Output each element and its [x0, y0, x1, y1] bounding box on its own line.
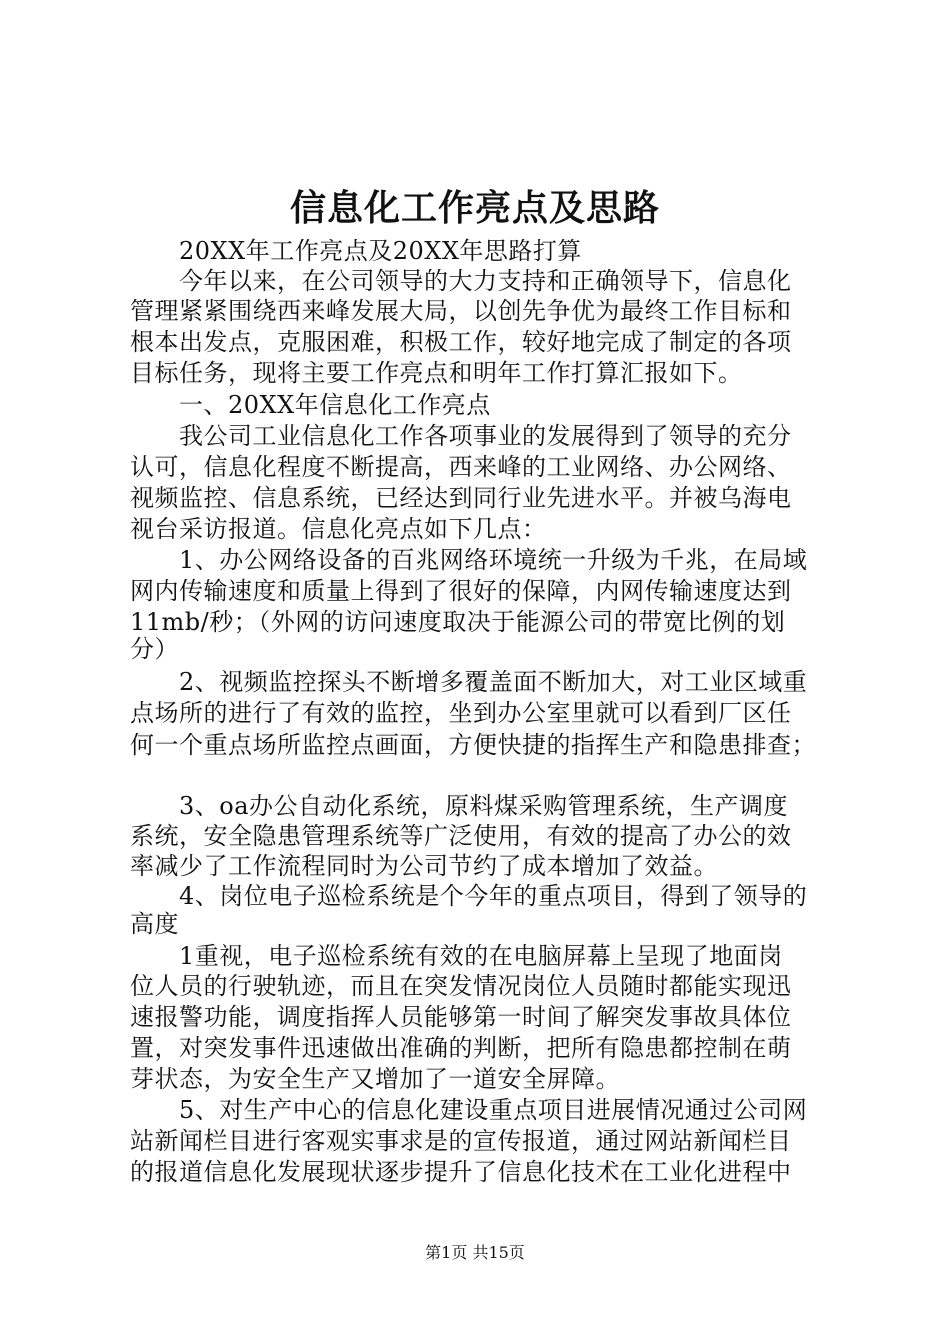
- body-line: 1重视，电子巡检系统有效的在电脑屏幕上呈现了地面岗: [130, 942, 783, 970]
- body-line: 今年以来，在公司领导的大力支持和正确领导下，信息化: [130, 267, 792, 295]
- body-line: 3、oa办公自动化系统，原料煤采购管理系统，生产调度: [130, 792, 789, 820]
- body-line: 站新闻栏目进行客观实事求是的宣传报道，通过网站新闻栏目: [130, 1127, 792, 1155]
- body-line: 管理紧紧围绕西来峰发展大局，以创先争优为最终工作目标和: [130, 297, 792, 325]
- body-line: 置，对突发事件迅速做出准确的判断，把所有隐患都控制在萌: [130, 1034, 792, 1062]
- body-line: 20XX年工作亮点及20XX年思路打算: [130, 237, 582, 265]
- page-number: 第1页 共15页: [425, 1243, 525, 1262]
- body-line: 1、办公网络设备的百兆网络环境统一升级为千兆，在局域: [130, 546, 808, 574]
- body-line: 芽状态，为安全生产又增加了一道安全屏障。: [130, 1065, 620, 1093]
- body-line: 何一个重点场所监控点画面，方便快捷的指挥生产和隐患排查；: [130, 731, 816, 759]
- body-line: 系统，安全隐患管理系统等广泛使用，有效的提高了办公的效: [130, 822, 792, 850]
- body-line: 高度: [130, 910, 179, 938]
- body-line: 4、岗位电子巡检系统是个今年的重点项目，得到了领导的: [130, 882, 808, 910]
- document-title: 信息化工作亮点及思路: [289, 187, 660, 229]
- body-line: 点场所的进行了有效的监控，坐到办公室里就可以看到厂区任: [130, 699, 792, 727]
- body-line: 根本出发点，克服困难，积极工作，较好地完成了制定的各项: [130, 328, 792, 356]
- body-line: 视台采访报道。信息化亮点如下几点：: [130, 515, 547, 543]
- body-line: 11mb/秒；（外网的访问速度取决于能源公司的带宽比例的划: [130, 608, 786, 636]
- body-line: 2、视频监控探头不断增多覆盖面不断加大，对工业区域重: [130, 668, 808, 696]
- body-line: 速报警功能，调度指挥人员能够第一时间了解突发事故具体位: [130, 1003, 792, 1031]
- body-line: 分）: [130, 635, 179, 663]
- body-line: 目标任务，现将主要工作亮点和明年工作打算汇报如下。: [130, 359, 743, 387]
- body-line: 位人员的行驶轨迹，而且在突发情况岗位人员随时都能实现迅: [130, 972, 792, 1000]
- body-line: 网内传输速度和质量上得到了很好的保障，内网传输速度达到: [130, 577, 792, 605]
- body-line: 的报道信息化发展现状逐步提升了信息化技术在工业化进程中: [130, 1158, 792, 1186]
- body-line: 率减少了工作流程同时为公司节约了成本增加了效益。: [130, 852, 718, 880]
- body-line: 5、对生产中心的信息化建设重点项目进展情况通过公司网: [130, 1096, 808, 1124]
- body-line: 我公司工业信息化工作各项事业的发展得到了领导的充分: [130, 422, 792, 450]
- body-line: 视频监控、信息系统，已经达到同行业先进水平。并被乌海电: [130, 484, 792, 512]
- section-heading: 一、20XX年信息化工作亮点: [130, 391, 491, 419]
- body-line: 认可，信息化程度不断提高，西来峰的工业网络、办公网络、: [130, 453, 792, 481]
